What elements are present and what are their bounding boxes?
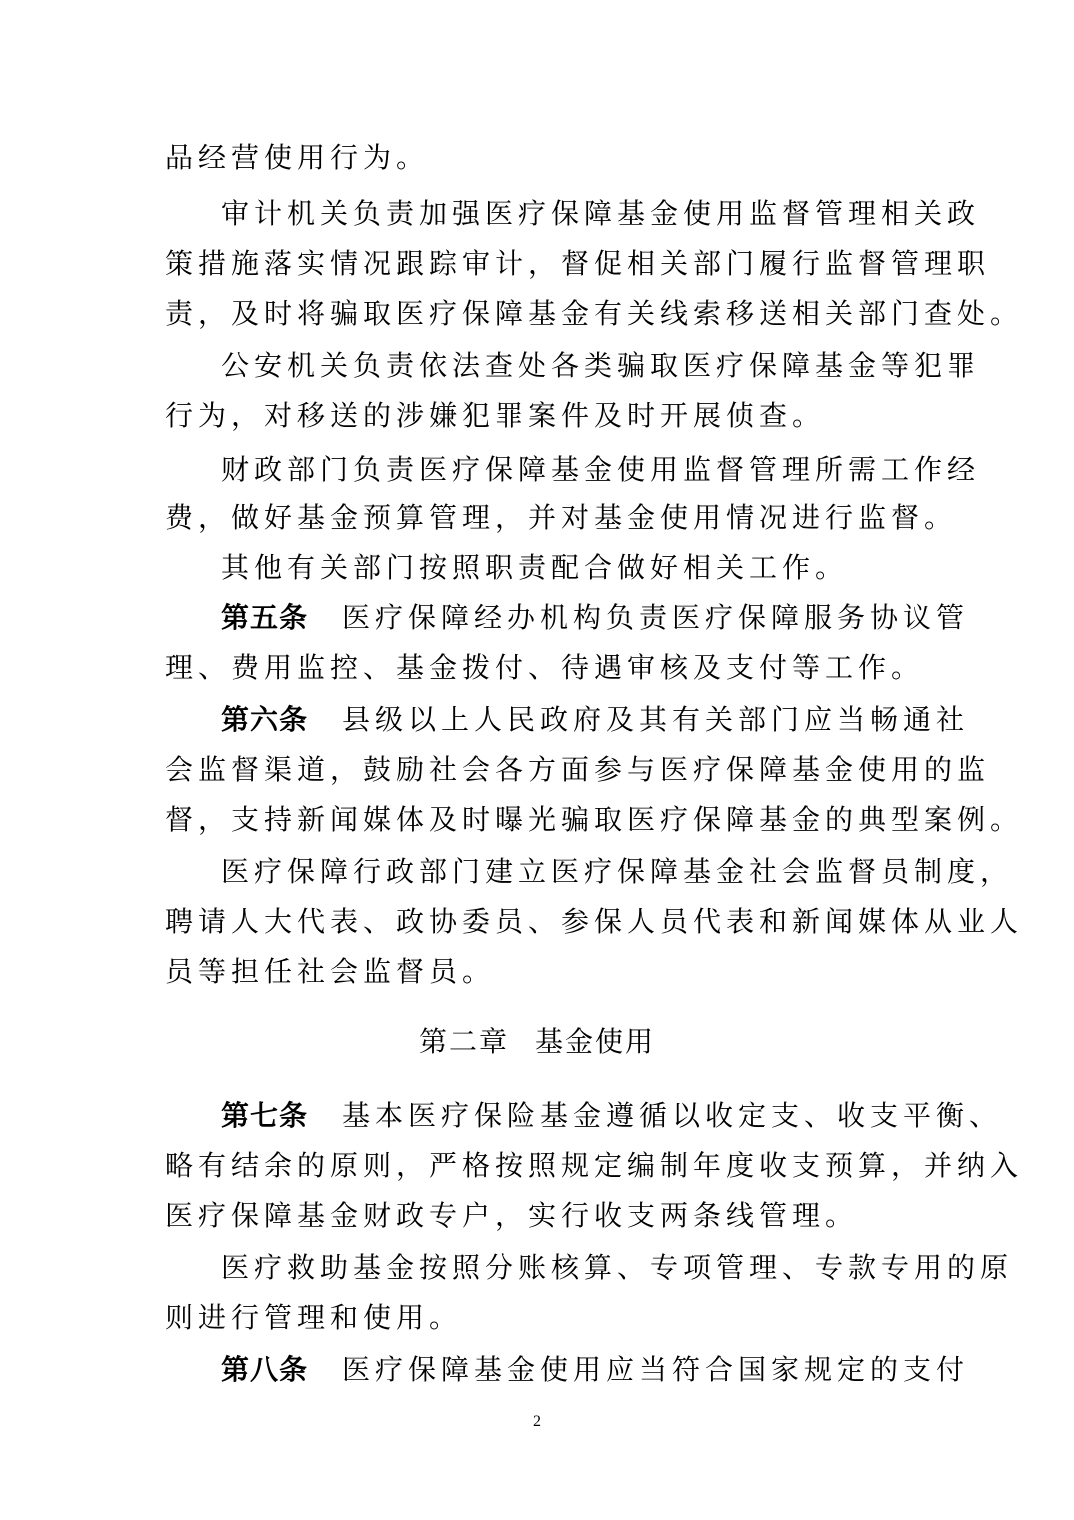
article-7-text: 基本医疗保险基金遵循以收定支、收支平衡、 [342, 1099, 1003, 1132]
article-5-heading: 第五条 [221, 601, 309, 634]
paragraph-line: 其他有关部门按照职责配合做好相关工作。 [221, 551, 849, 584]
article-5-line [221, 600, 970, 636]
paragraph-line: 医疗保障基金财政专户，实行收支两条线管理。 [165, 1199, 859, 1232]
paragraph-line: 会监督渠道，鼓励社会各方面参与医疗保障基金使用的监 [165, 753, 991, 786]
paragraph-line: 审计机关负责加强医疗保障基金使用监督管理相关政 [221, 197, 981, 230]
paragraph-line: 费，做好基金预算管理，并对基金使用情况进行监督。 [165, 501, 958, 534]
chapter-heading [0, 1024, 1074, 1060]
chapter-title: 基金使用 [535, 1025, 656, 1058]
paragraph-line: 责，及时将骗取医疗保障基金有关线索移送相关部门查处。 [165, 297, 1024, 330]
article-8-heading: 第八条 [221, 1353, 309, 1386]
paragraph-line: 员等担任社会监督员。 [165, 955, 496, 988]
chapter-number: 第二章 [418, 1025, 509, 1058]
article-6-heading: 第六条 [221, 703, 309, 736]
paragraph-line: 聘请人大代表、政协委员、参保人员代表和新闻媒体从业人 [165, 905, 1024, 938]
paragraph-line: 财政部门负责医疗保障基金使用监督管理所需工作经 [221, 453, 981, 486]
paragraph-line: 略有结余的原则，严格按照规定编制年度收支预算，并纳入 [165, 1149, 1024, 1182]
article-7-line [221, 1098, 1003, 1134]
paragraph-line: 行为，对移送的涉嫌犯罪案件及时开展侦查。 [165, 399, 826, 432]
paragraph-line: 督，支持新闻媒体及时曝光骗取医疗保障基金的典型案例。 [165, 803, 1024, 836]
paragraph-line: 医疗保障行政部门建立医疗保障基金社会监督员制度， [221, 855, 1014, 888]
article-8-text: 医疗保障基金使用应当符合国家规定的支付 [342, 1353, 970, 1386]
paragraph-line: 医疗救助基金按照分账核算、专项管理、专款专用的原 [221, 1251, 1014, 1284]
article-6-text: 县级以上人民政府及其有关部门应当畅通社 [342, 703, 970, 736]
paragraph-line: 理、费用监控、基金拨付、待遇审核及支付等工作。 [165, 651, 925, 684]
article-6-line [221, 702, 970, 738]
article-5-text: 医疗保障经办机构负责医疗保障服务协议管 [342, 601, 970, 634]
page-number: 2 [533, 1413, 541, 1430]
article-7-heading: 第七条 [221, 1099, 309, 1132]
paragraph-line: 公安机关负责依法查处各类骗取医疗保障基金等犯罪 [221, 349, 981, 382]
paragraph-line: 品经营使用行为。 [165, 141, 430, 174]
paragraph-line: 策措施落实情况跟踪审计，督促相关部门履行监督管理职 [165, 247, 991, 280]
article-8-line [221, 1352, 970, 1388]
paragraph-line: 则进行管理和使用。 [165, 1301, 463, 1334]
